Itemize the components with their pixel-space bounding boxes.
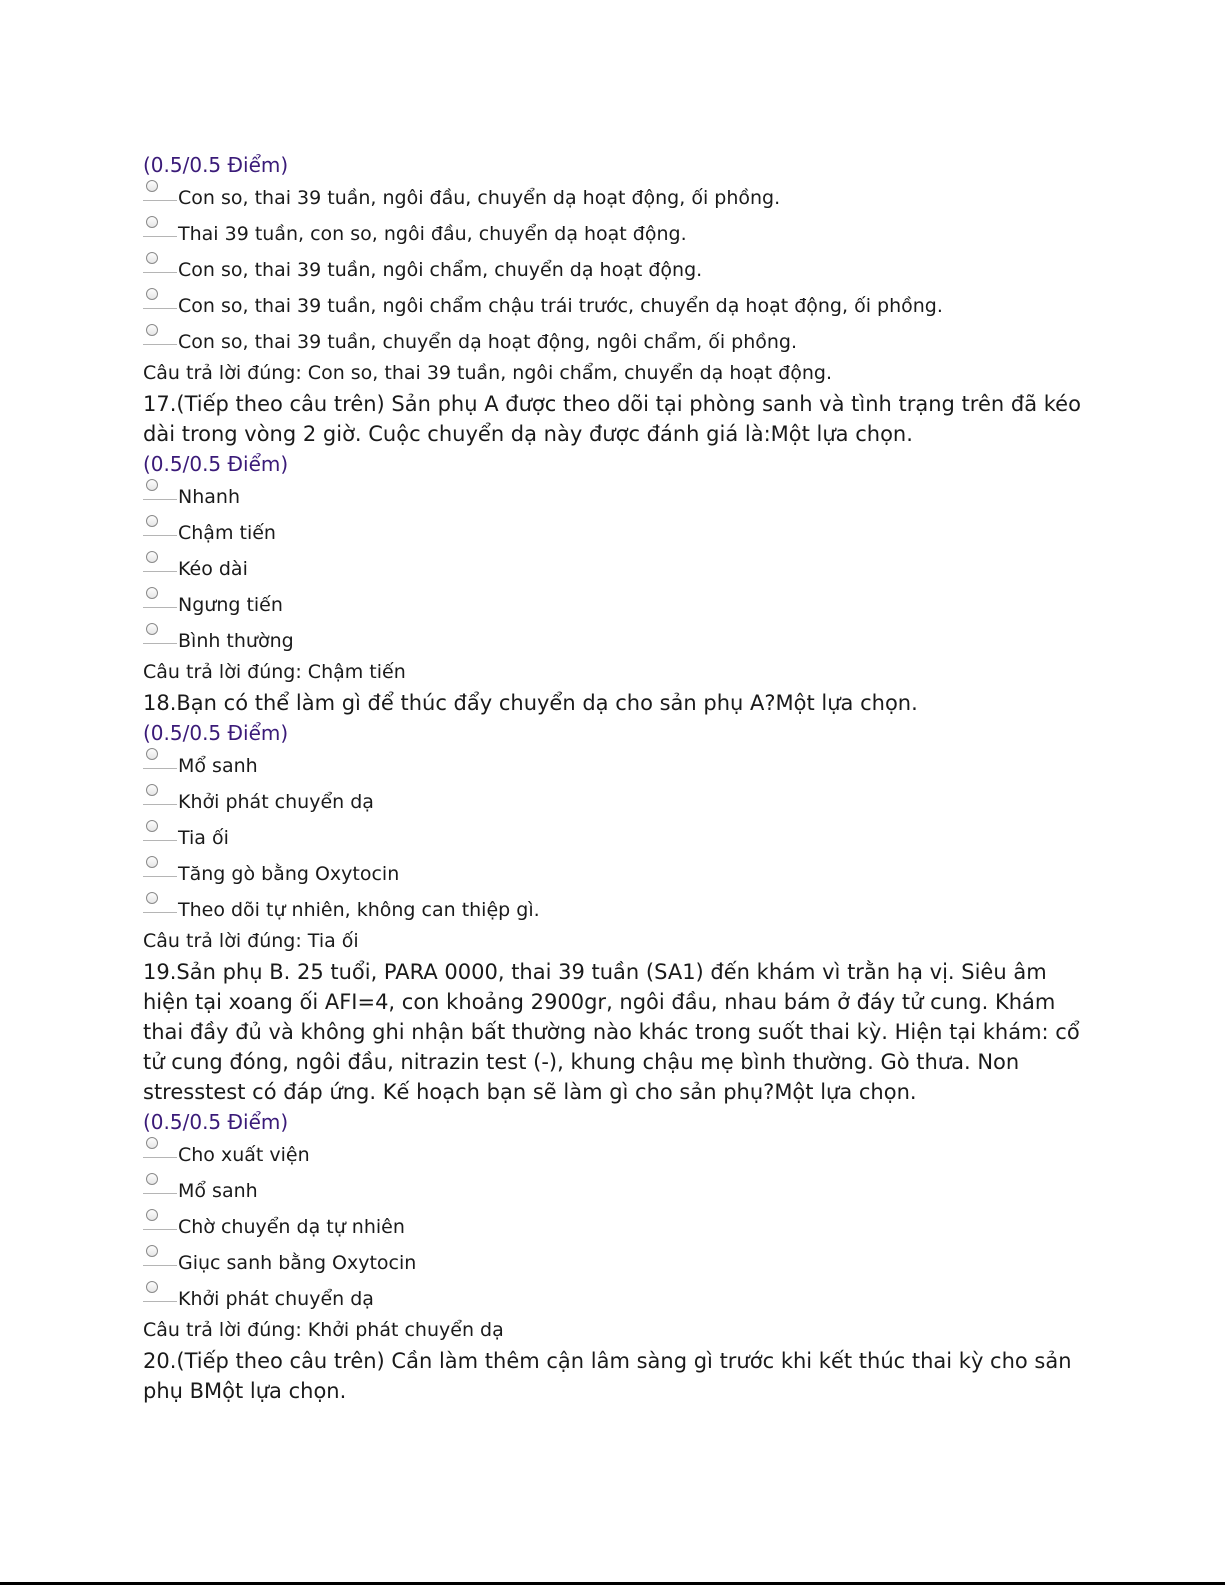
radio-button[interactable] [146, 623, 158, 635]
answer-option[interactable] [143, 479, 1083, 515]
answer-option[interactable] [143, 1245, 1083, 1281]
radio-button[interactable] [146, 1209, 158, 1221]
option-underline [143, 1265, 177, 1266]
answer-option[interactable] [143, 623, 1083, 659]
option-label: Khởi phát chuyển dạ [178, 791, 374, 813]
radio-button[interactable] [146, 587, 158, 599]
option-label: Con so, thai 39 tuần, ngôi chẩm chậu trái trước, chuyển dạ hoạt động, ối phồng. [178, 295, 943, 317]
correct-answer: Câu trả lời đúng: Khởi phát chuyển dạ [143, 1319, 504, 1341]
option-label: Cho xuất viện [178, 1144, 310, 1166]
answer-option[interactable] [143, 252, 1083, 288]
option-underline [143, 236, 177, 237]
option-label: Thai 39 tuần, con so, ngôi đầu, chuyển dạ hoạt động. [178, 223, 687, 245]
option-label: Theo dõi tự nhiên, không can thiệp gì. [178, 899, 540, 921]
answer-option[interactable] [143, 892, 1083, 928]
option-underline [143, 1193, 177, 1194]
option-label: Kéo dài [178, 558, 248, 580]
question-text: 20.(Tiếp theo câu trên) Cần làm thêm cận lâm sàng gì trước khi kết thúc thai kỳ cho sản phụ BMột lựa chọn. [143, 1349, 1072, 1403]
option-label: Con so, thai 39 tuần, ngôi chẩm, chuyển dạ hoạt động. [178, 259, 703, 281]
answer-option[interactable] [143, 1281, 1083, 1317]
radio-button[interactable] [146, 1173, 158, 1185]
option-underline [143, 804, 177, 805]
option-label: Mổ sanh [178, 755, 258, 777]
correct-answer: Câu trả lời đúng: Tia ối [143, 930, 359, 952]
answer-option[interactable] [143, 1137, 1083, 1173]
option-label: Tăng gò bằng Oxytocin [178, 863, 400, 885]
option-label: Con so, thai 39 tuần, ngôi đầu, chuyển dạ hoạt động, ối phồng. [178, 187, 781, 209]
answer-option[interactable] [143, 288, 1083, 324]
option-underline [143, 1157, 177, 1158]
radio-button[interactable] [146, 1245, 158, 1257]
radio-button[interactable] [146, 856, 158, 868]
option-underline [143, 912, 177, 913]
option-label: Con so, thai 39 tuần, chuyển dạ hoạt động, ngôi chẩm, ối phồng. [178, 331, 798, 353]
option-underline [143, 535, 177, 536]
score-label: (0.5/0.5 Điểm) [143, 721, 289, 745]
answer-option[interactable] [143, 1173, 1083, 1209]
answer-option[interactable] [143, 856, 1083, 892]
answer-option[interactable] [143, 784, 1083, 820]
radio-button[interactable] [146, 1281, 158, 1293]
question-text: 18.Bạn có thể làm gì để thúc đẩy chuyển dạ cho sản phụ A?Một lựa chọn. [143, 691, 918, 715]
answer-option[interactable] [143, 324, 1083, 360]
answer-option[interactable] [143, 820, 1083, 856]
answer-option[interactable] [143, 216, 1083, 252]
option-underline [143, 272, 177, 273]
option-label: Ngưng tiến [178, 594, 283, 616]
question-text: 19.Sản phụ B. 25 tuổi, PARA 0000, thai 39 tuần (SA1) đến khám vì trằn hạ vị. Siêu âm hiện tại xoang ối AFI=4, con khoảng 2900gr, ngôi đầu, nhau bám ở đáy tử cung. Khám thai đầy đủ và không ghi nhận bất thường nào khác trong suốt thai kỳ. Hiện tại khám: cổ tử cung đóng, ngôi đầu, nitrazin test (-), khung chậu mẹ bình thường. Gò thưa. Non stresstest có đáp ứng. Kế hoạch bạn sẽ làm gì cho sản phụ?Một lựa chọn. [143, 960, 1080, 1104]
option-label: Mổ sanh [178, 1180, 258, 1202]
radio-button[interactable] [146, 820, 158, 832]
radio-button[interactable] [146, 784, 158, 796]
radio-button[interactable] [146, 551, 158, 563]
option-underline [143, 1301, 177, 1302]
option-underline [143, 876, 177, 877]
option-underline [143, 607, 177, 608]
option-underline [143, 344, 177, 345]
radio-button[interactable] [146, 324, 158, 336]
answer-option[interactable] [143, 180, 1083, 216]
option-underline [143, 308, 177, 309]
option-underline [143, 200, 177, 201]
answer-option[interactable] [143, 1209, 1083, 1245]
option-underline [143, 571, 177, 572]
option-label: Tia ối [178, 827, 229, 849]
correct-answer: Câu trả lời đúng: Con so, thai 39 tuần, ngôi chẩm, chuyển dạ hoạt động. [143, 362, 832, 384]
option-label: Khởi phát chuyển dạ [178, 1288, 374, 1310]
radio-button[interactable] [146, 1137, 158, 1149]
option-label: Giục sanh bằng Oxytocin [178, 1252, 417, 1274]
radio-button[interactable] [146, 288, 158, 300]
radio-button[interactable] [146, 892, 158, 904]
option-underline [143, 840, 177, 841]
radio-button[interactable] [146, 252, 158, 264]
option-label: Chờ chuyển dạ tự nhiên [178, 1216, 405, 1238]
option-label: Bình thường [178, 630, 294, 652]
option-underline [143, 499, 177, 500]
score-label: (0.5/0.5 Điểm) [143, 1110, 289, 1134]
option-label: Chậm tiến [178, 522, 276, 544]
radio-button[interactable] [146, 216, 158, 228]
radio-button[interactable] [146, 479, 158, 491]
quiz-page [143, 150, 1083, 1406]
score-label: (0.5/0.5 Điểm) [143, 452, 289, 476]
option-underline [143, 768, 177, 769]
option-label: Nhanh [178, 486, 240, 508]
score-label: (0.5/0.5 Điểm) [143, 153, 289, 177]
answer-option[interactable] [143, 748, 1083, 784]
option-underline [143, 1229, 177, 1230]
option-underline [143, 643, 177, 644]
radio-button[interactable] [146, 515, 158, 527]
radio-button[interactable] [146, 180, 158, 192]
answer-option[interactable] [143, 551, 1083, 587]
question-text: 17.(Tiếp theo câu trên) Sản phụ A được theo dõi tại phòng sanh và tình trạng trên đã kéo dài trong vòng 2 giờ. Cuộc chuyển dạ này được đánh giá là:Một lựa chọn. [143, 392, 1081, 446]
radio-button[interactable] [146, 748, 158, 760]
answer-option[interactable] [143, 515, 1083, 551]
answer-option[interactable] [143, 587, 1083, 623]
correct-answer: Câu trả lời đúng: Chậm tiến [143, 661, 406, 683]
